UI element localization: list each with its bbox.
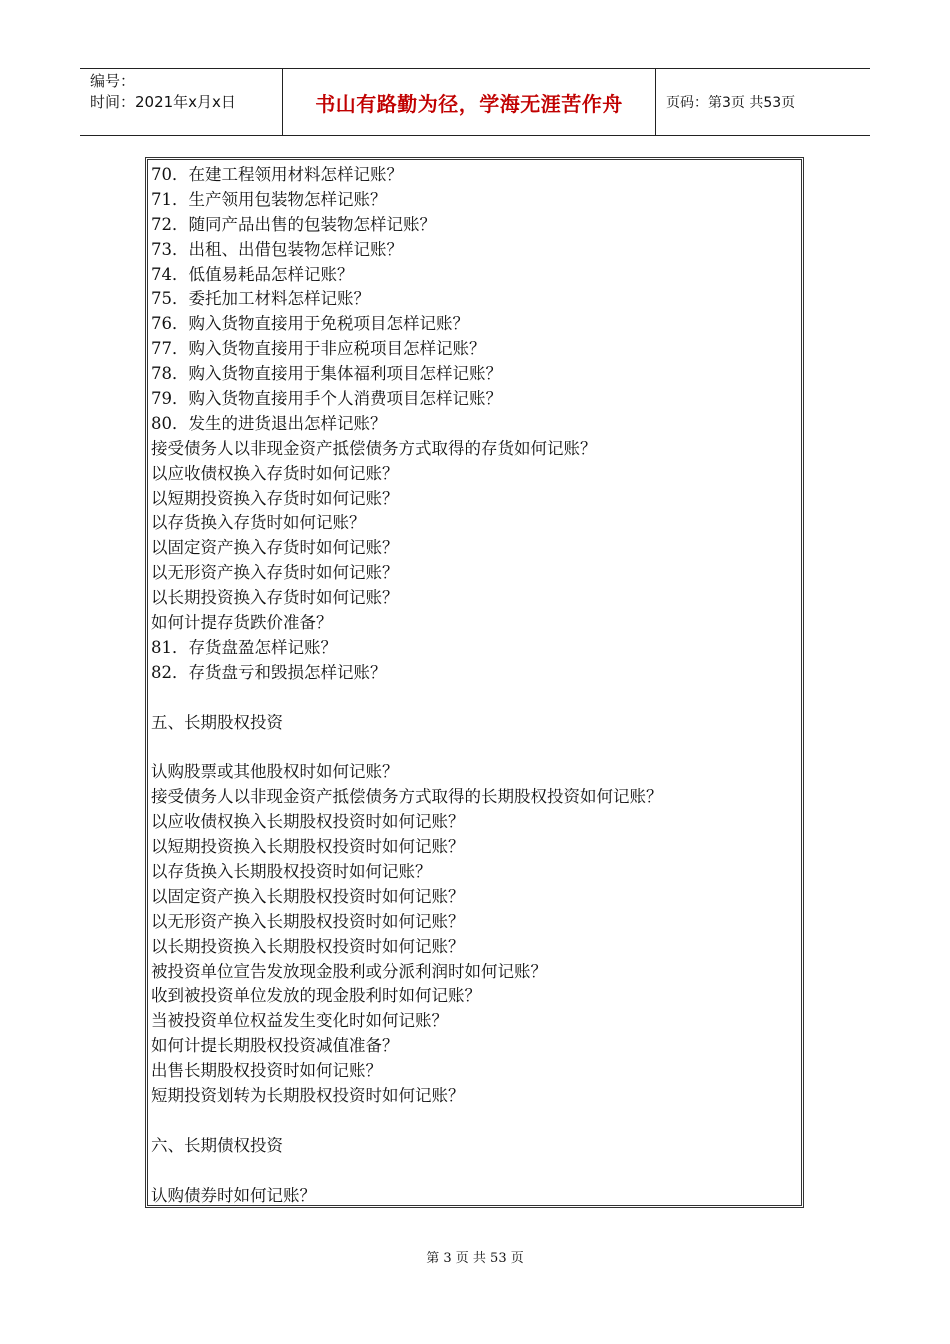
blank-line [151,1109,798,1134]
question-line: 72．随同产品出售的包装物怎样记账？ [151,214,436,234]
section-heading: 六、长期债权投资 [151,1135,283,1155]
question-line: 如何计提存货跌价准备？ [151,613,333,633]
content-frame [145,157,804,1208]
header-motto: 书山有路勤为径，学海无涯苦作舟 [283,69,656,135]
question-line: 当被投资单位权益发生变化时如何记账？ [151,1011,448,1031]
section-heading: 五、长期股权投资 [151,712,283,732]
question-line: 认购股票或其他股权时如何记账？ [151,762,399,782]
page-header [80,68,870,136]
question-line: 以短期投资换入长期股权投资时如何记账？ [151,837,465,857]
question-line: 77．购入货物直接用于非应税项目怎样记账？ [151,339,486,359]
question-line: 71．生产领用包装物怎样记账？ [151,189,387,209]
question-line: 73．出租、出借包装物怎样记账？ [151,239,403,259]
question-line: 以无形资产换入长期股权投资时如何记账？ [151,911,465,931]
question-line: 70．在建工程领用材料怎样记账？ [151,165,403,184]
question-line: 75．委托加工材料怎样记账？ [151,289,370,309]
question-line: 被投资单位宣告发放现金股利或分派利润时如何记账？ [151,961,547,981]
question-line: 以长期投资换入存货时如何记账？ [151,588,399,608]
question-line: 以应收债权换入长期股权投资时如何记账？ [151,812,465,832]
question-line: 以固定资产换入长期股权投资时如何记账？ [151,886,465,906]
question-line: 81．存货盘盈怎样记账？ [151,637,337,657]
page-footer: 第 3 页 共 53 页 [426,1251,524,1266]
question-line: 80．发生的进货退出怎样记账？ [151,413,387,433]
question-line: 以无形资产换入存货时如何记账？ [151,563,399,583]
question-line: 接受债务人以非现金资产抵偿债务方式取得的长期股权投资如何记账？ [151,787,663,807]
question-line: 以存货换入长期股权投资时如何记账？ [151,861,432,881]
question-line: 79．购入货物直接用手个人消费项目怎样记账？ [151,389,502,409]
question-line: 以固定资产换入存货时如何记账？ [151,538,399,558]
header-meta [80,69,283,135]
blank-line [151,686,798,711]
question-line: 以存货换入存货时如何记账？ [151,513,366,533]
question-line: 82．存货盘亏和毁损怎样记账？ [151,662,387,682]
question-list [151,163,798,1208]
question-line: 认购债券时如何记账？ [151,1185,316,1205]
question-line: 以应收债权换入存货时如何记账？ [151,463,399,483]
question-line: 以长期投资换入长期股权投资时如何记账？ [151,936,465,956]
blank-line [151,1159,798,1184]
question-line: 接受债务人以非现金资产抵偿债务方式取得的存货如何记账？ [151,438,597,458]
question-line: 74．低值易耗品怎样记账？ [151,264,354,284]
question-line: 76．购入货物直接用于免税项目怎样记账？ [151,314,469,334]
question-line: 如何计提长期股权投资减值准备？ [151,1036,399,1056]
number-label: 编号： [90,72,136,90]
header-page-info: 页码：第3页 共53页 [666,95,796,111]
question-line: 出售长期股权投资时如何记账？ [151,1061,382,1081]
question-line: 以短期投资换入存货时如何记账？ [151,488,399,508]
question-line: 78．购入货物直接用于集体福利项目怎样记账？ [151,364,502,384]
blank-line [151,735,798,760]
question-line: 短期投资划转为长期股权投资时如何记账？ [151,1085,465,1105]
question-line: 收到被投资单位发放的现金股利时如何记账？ [151,986,481,1006]
time-label: 时间：2021年x月x日 [90,93,236,111]
